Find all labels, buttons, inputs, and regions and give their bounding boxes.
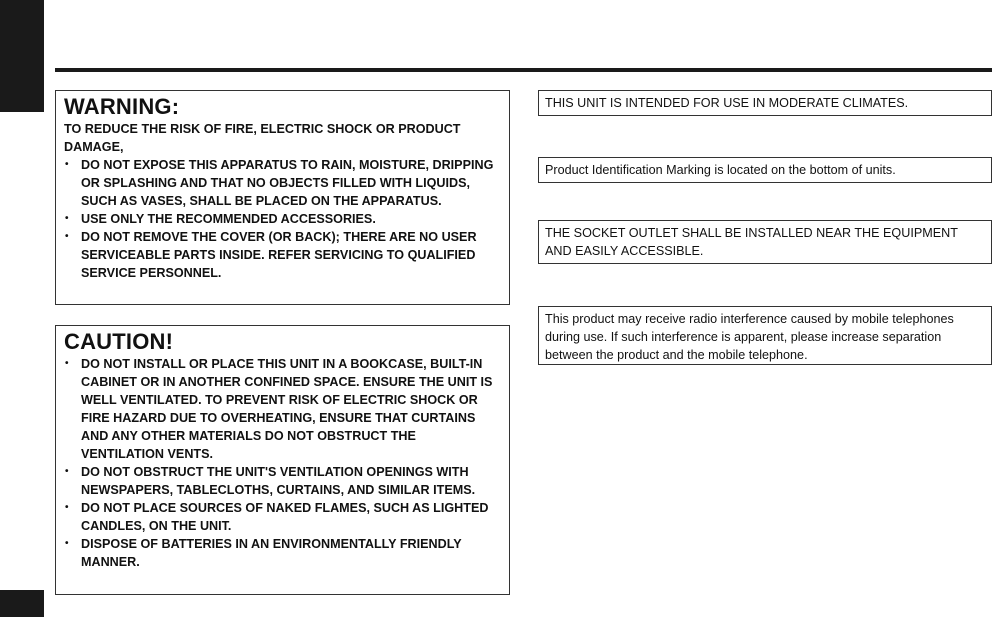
warning-item: • DO NOT EXPOSE THIS APPARATUS TO RAIN, MOISTURE, DRIPPING OR SPLASHING AND THAT NO OBJECTS FILLED WITH LIQUIDS, SUCH AS VASES, SHALL BE PLACED ON THE APPARATUS. — [64, 156, 501, 210]
warning-item: • DO NOT REMOVE THE COVER (OR BACK); THERE ARE NO USER SERVICEABLE PARTS INSIDE. REFER SERVICING TO QUALIFIED SERVICE PERSONNEL. — [64, 228, 501, 282]
caution-item: • DO NOT PLACE SOURCES OF NAKED FLAMES, SUCH AS LIGHTED CANDLES, ON THE UNIT. — [64, 499, 501, 535]
marking-notice-text: Product Identification Marking is located on the bottom of units. — [545, 163, 896, 177]
warning-title: WARNING: — [64, 94, 180, 119]
caution-list — [64, 355, 501, 571]
climate-notice-text: THIS UNIT IS INTENDED FOR USE IN MODERATE CLIMATES. — [545, 96, 909, 110]
header-rule — [55, 68, 992, 72]
socket-notice-text: THE SOCKET OUTLET SHALL BE INSTALLED NEAR THE EQUIPMENT AND EASILY ACCESSIBLE. — [545, 226, 958, 258]
edge-tab-top — [0, 0, 44, 112]
edge-tab-bottom — [0, 590, 44, 617]
warning-intro: TO REDUCE THE RISK OF FIRE, ELECTRIC SHOCK OR PRODUCT DAMAGE, — [64, 122, 461, 154]
radio-notice-text: This product may receive radio interference caused by mobile telephones during use. If such interference is apparent, please increase separation between the product and the mobile telephone. — [545, 312, 954, 362]
caution-title: CAUTION! — [64, 329, 174, 354]
climate-notice — [538, 90, 992, 116]
caution-item: • DO NOT OBSTRUCT THE UNIT'S VENTILATION OPENINGS WITH NEWSPAPERS, TABLECLOTHS, CURTAINS, AND SIMILAR ITEMS. — [64, 463, 501, 499]
warning-box — [55, 90, 510, 305]
marking-notice — [538, 157, 992, 183]
caution-item: • DISPOSE OF BATTERIES IN AN ENVIRONMENTALLY FRIENDLY MANNER. — [64, 535, 501, 571]
caution-box — [55, 325, 510, 595]
warning-item: • USE ONLY THE RECOMMENDED ACCESSORIES. — [64, 210, 501, 228]
caution-item: • DO NOT INSTALL OR PLACE THIS UNIT IN A BOOKCASE, BUILT-IN CABINET OR IN ANOTHER CONFINED SPACE. ENSURE THE UNIT IS WELL VENTILATED. TO PREVENT RISK OF ELECTRIC SHOCK OR FIRE HAZARD DUE TO OVERHEATING, ENSURE THAT CURTAINS AND ANY OTHER MATERIALS DO NOT OBSTRUCT THE VENTILATION VENTS. — [64, 355, 501, 463]
warning-list — [64, 156, 501, 282]
radio-interference-notice — [538, 306, 992, 365]
socket-notice — [538, 220, 992, 264]
